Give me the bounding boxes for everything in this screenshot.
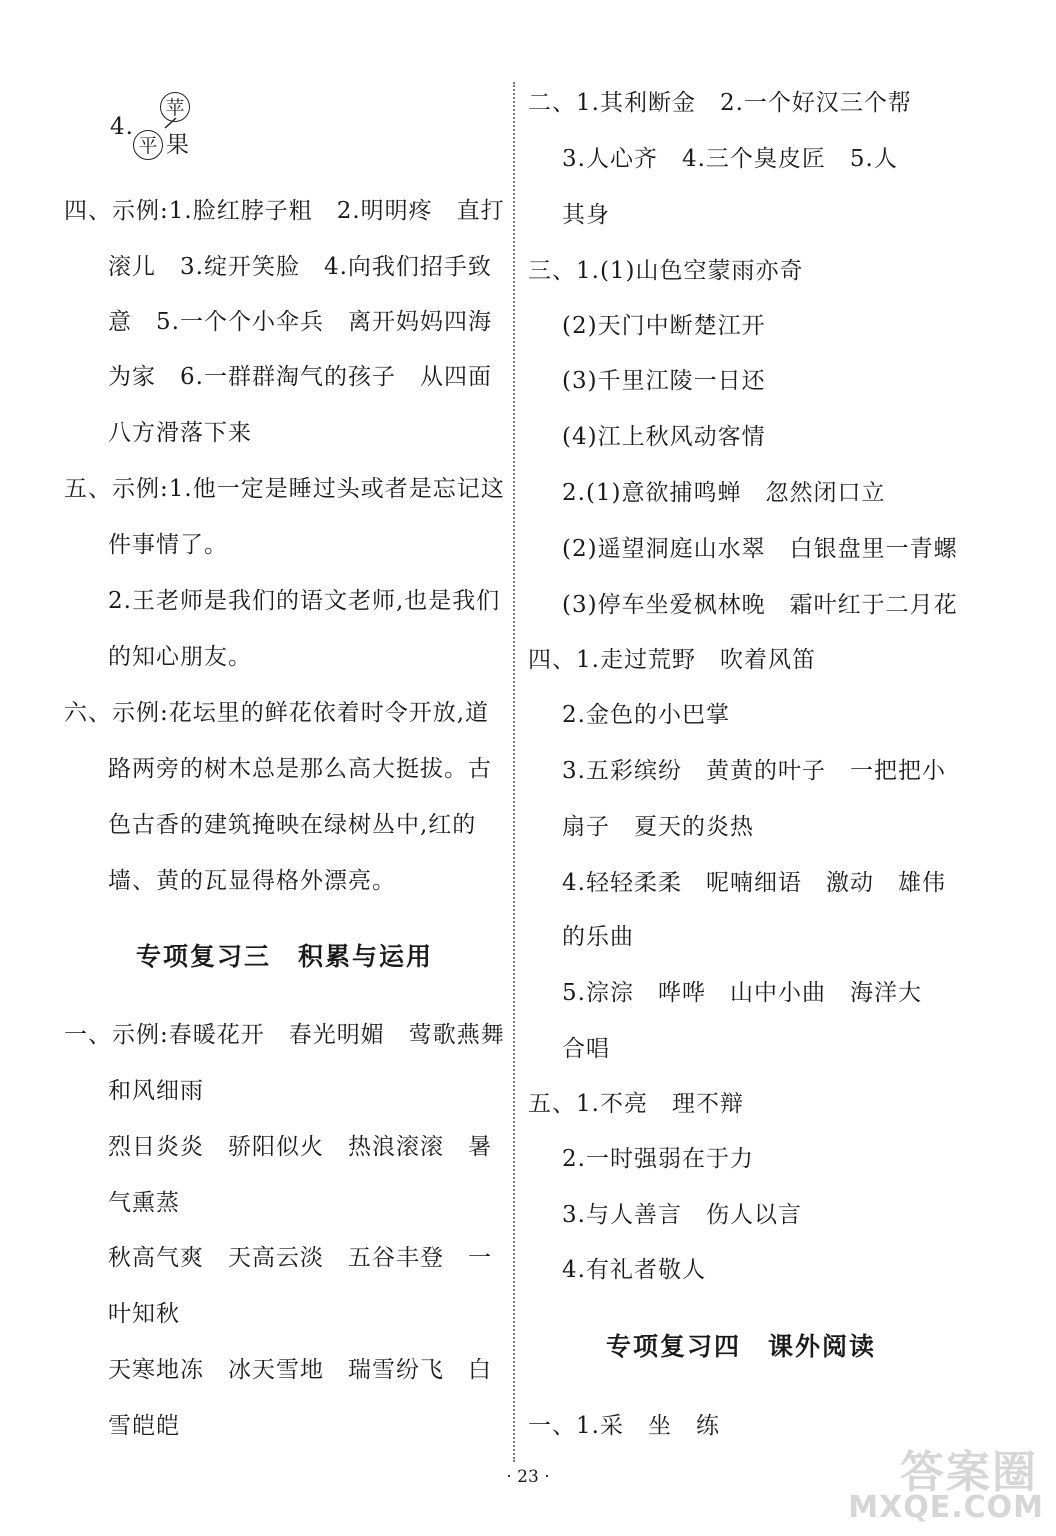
- text-line: 烈日炎炎 骄阳似火 热浪滚滚 暑: [108, 1134, 492, 1160]
- text-line: 气熏蒸: [108, 1190, 180, 1216]
- text-line: 天寒地冻 冰天雪地 瑞雪纷飞 白: [108, 1357, 492, 1383]
- watermark-text-top: 答案圈: [900, 1447, 1038, 1498]
- text-line: 墙、黄的瓦显得格外漂亮。: [108, 868, 396, 894]
- section-heading-4: 专项复习四 课外阅读: [606, 1332, 877, 1361]
- text-line: 4.有礼者敬人: [562, 1257, 706, 1283]
- text-line: 滚儿 3.绽开笑脸 4.向我们招手致: [108, 254, 492, 280]
- text-line: 合唱: [562, 1036, 610, 1062]
- char-right: 果: [166, 132, 190, 158]
- text-line: (4)江上秋风动客情: [562, 424, 766, 450]
- text-line: 扇子 夏天的炎热: [562, 814, 754, 840]
- text-line: 件事情了。: [108, 532, 228, 558]
- text-line: 一、1.采 坐 练: [528, 1413, 720, 1439]
- watermark-text-bottom: MXQE.COM: [848, 1490, 1044, 1525]
- text-line: 3.五彩缤纷 黄黄的叶子 一把把小: [562, 758, 946, 784]
- text-line: 秋高气爽 天高云淡 五谷丰登 一: [108, 1245, 492, 1271]
- text-line: 一、示例:春暖花开 春光明媚 莺歌燕舞: [64, 1022, 505, 1048]
- section-heading-3: 专项复习三 积累与运用: [136, 942, 434, 971]
- text-line: 四、1.走过荒野 吹着风笛: [528, 647, 816, 673]
- text-line: 五、1.不亮 理不辩: [528, 1091, 744, 1117]
- column-divider: [513, 82, 515, 1462]
- text-line: 2.金色的小巴掌: [562, 702, 730, 728]
- circled-char-left: 平: [133, 130, 163, 160]
- text-line: 和风细雨: [108, 1078, 204, 1104]
- text-line: 2.(1)意欲捕鸣蝉 忽然闭口立: [562, 480, 886, 506]
- text-line: (2)天门中断楚江开: [562, 313, 766, 339]
- text-line: 2.一时强弱在于力: [562, 1146, 754, 1172]
- text-line: 路两旁的树木总是那么高大挺拔。古: [108, 756, 492, 782]
- text-line: (3)停车坐爱枫林晚 霜叶红于二月花: [562, 592, 958, 618]
- text-line: 六、示例:花坛里的鲜花依着时令开放,道: [64, 700, 490, 726]
- text-line: 色古香的建筑掩映在绿树丛中,红的: [108, 812, 477, 838]
- text-line: 的知心朋友。: [108, 644, 252, 670]
- text-line: 的乐曲: [562, 924, 634, 950]
- text-line: (3)千里江陵一日还: [562, 368, 766, 394]
- text-line: (2)遥望洞庭山水翠 白银盘里一青螺: [562, 536, 958, 562]
- text-line: 其身: [562, 202, 610, 228]
- text-line: 叶知秋: [108, 1301, 180, 1327]
- text-line: 五、示例:1.他一定是睡过头或者是忘记这: [64, 476, 505, 502]
- page-number: · 23 ·: [506, 1467, 550, 1487]
- text-line: 二、1.其利断金 2.一个好汉三个帮: [528, 90, 912, 116]
- text-line: 三、1.(1)山色空蒙雨亦奇: [528, 258, 804, 284]
- text-line: 意 5.一个个小伞兵 离开妈妈四海: [108, 309, 492, 335]
- text-line: 雪皑皑: [108, 1413, 180, 1439]
- text-line: 5.淙淙 哗哗 山中小曲 海洋大: [562, 980, 922, 1006]
- text-line: 为家 6.一群群淘气的孩子 从四面: [108, 364, 492, 390]
- text-line: 四、示例:1.脸红脖子粗 2.明明疼 直打: [64, 198, 505, 224]
- text-line: 2.王老师是我们的语文老师,也是我们: [108, 588, 501, 614]
- item-4-label: 4.: [110, 114, 134, 140]
- text-line: 3.与人善言 伤人以言: [562, 1202, 802, 1228]
- text-line: 4.轻轻柔柔 呢喃细语 激动 雄伟: [562, 870, 946, 896]
- text-line: 八方滑落下来: [108, 420, 252, 446]
- text-line: 3.人心齐 4.三个臭皮匠 5.人: [562, 146, 898, 172]
- circled-char-top: 苹: [160, 92, 190, 122]
- watermark-logo: [850, 1430, 1050, 1530]
